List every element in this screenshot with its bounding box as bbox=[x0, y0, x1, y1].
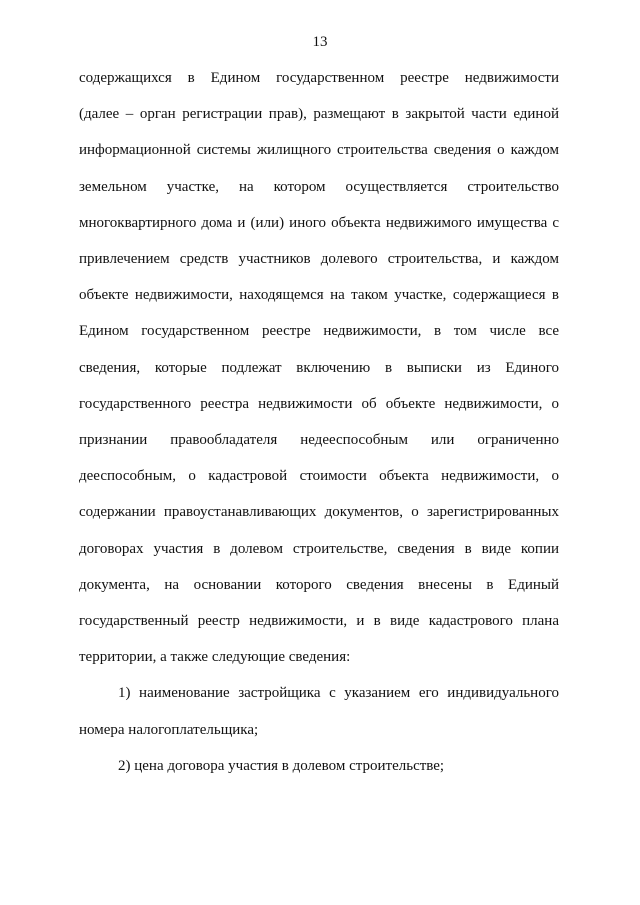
text-line: привлечением средств участников долевого строительства, и каждом bbox=[79, 251, 559, 267]
text-line: сведения, которые подлежат включению в выписки из Единого bbox=[79, 360, 559, 376]
text-line: содержащихся в Едином государственном реестре недвижимости bbox=[79, 70, 559, 86]
page-number: 13 bbox=[312, 34, 328, 50]
text-line: (далее – орган регистрации прав), размещают в закрытой части единой bbox=[79, 106, 559, 122]
text-line: информационной системы жилищного строительства сведения о каждом bbox=[79, 142, 559, 158]
text-line: номера налогоплательщика; bbox=[79, 722, 259, 738]
text-line: 2) цена договора участия в долевом строительстве; bbox=[118, 758, 445, 774]
text-line: территории, а также следующие сведения: bbox=[79, 649, 351, 665]
text-line: объекте недвижимости, находящемся на таком участке, содержащиеся в bbox=[79, 287, 559, 303]
text-line: содержании правоустанавливающих документов, о зарегистрированных bbox=[79, 504, 559, 520]
text-line: многоквартирного дома и (или) иного объекта недвижимого имущества с bbox=[79, 215, 559, 231]
text-line: государственный реестр недвижимости, и в виде кадастрового плана bbox=[79, 613, 559, 629]
text-line: 1) наименование застройщика с указанием его индивидуального bbox=[118, 685, 559, 701]
text-line: договорах участия в долевом строительстве, сведения в виде копии bbox=[79, 541, 559, 557]
text-line: дееспособным, о кадастровой стоимости объекта недвижимости, о bbox=[79, 468, 559, 484]
text-line: Едином государственном реестре недвижимости, в том числе все bbox=[79, 323, 559, 339]
text-line: признании правообладателя недееспособным или ограниченно bbox=[79, 432, 559, 448]
text-line: документа, на основании которого сведения внесены в Единый bbox=[79, 577, 559, 593]
text-line: государственного реестра недвижимости об объекте недвижимости, о bbox=[79, 396, 559, 412]
text-line: земельном участке, на котором осуществляется строительство bbox=[79, 179, 559, 195]
